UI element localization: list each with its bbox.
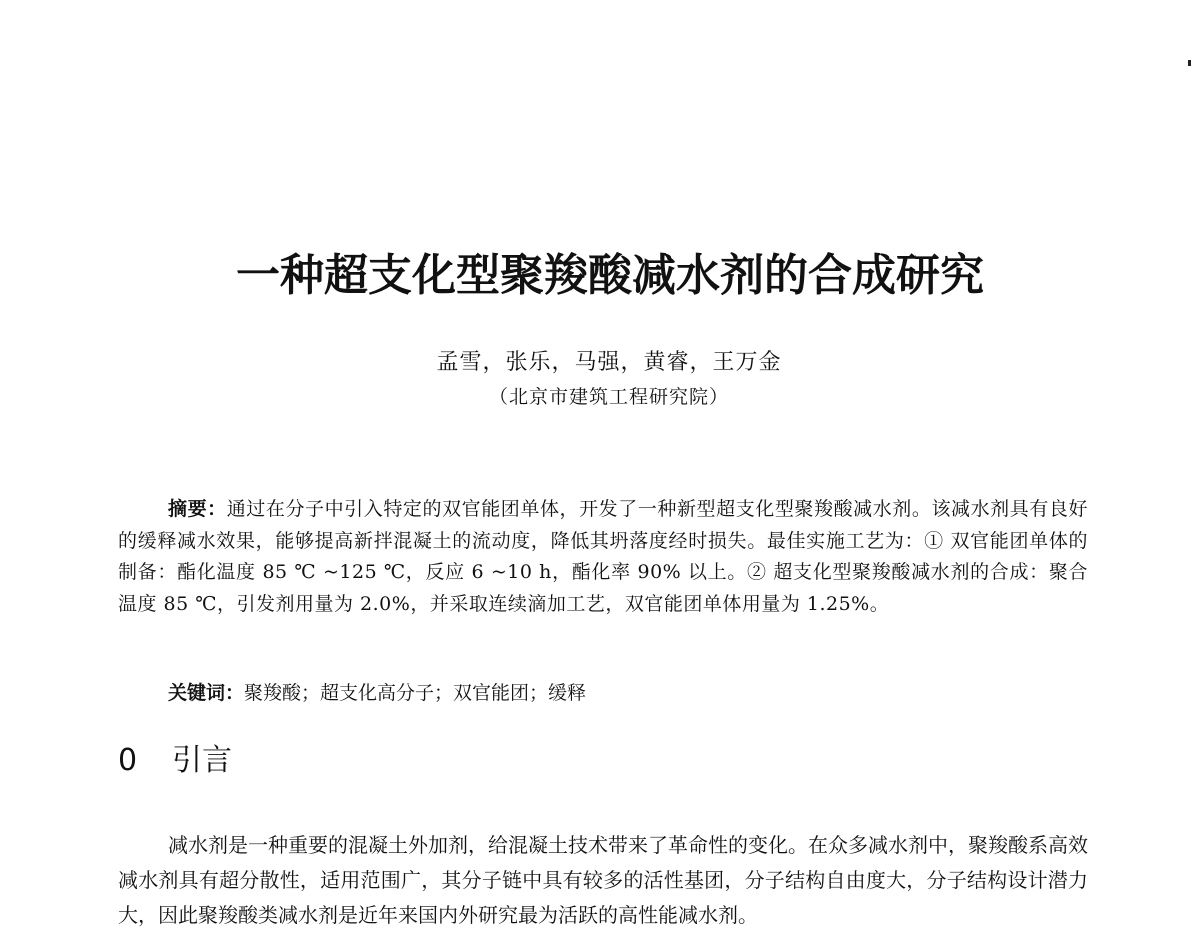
intro-paragraph: 减水剂是一种重要的混凝土外加剂，给混凝土技术带来了革命性的变化。在众多减水剂中，聚羧酸系高效减水剂具有超分散性，适用范围广，其分子链中具有较多的活性基团，分子结构自由度大，分子结构设计潜力大，因此聚羧酸类减水剂是近年来国内外研究最为活跃的高性能减水剂。 xyxy=(118,833,1088,927)
paper-title: 一种超支化型聚羧酸减水剂的合成研究 xyxy=(236,250,984,301)
abstract-label: 摘要： xyxy=(168,498,227,520)
author-list: 孟雪，张乐，马强，黄睿，王万金 xyxy=(436,350,782,375)
affiliation: （北京市建筑工程研究院） xyxy=(488,386,729,408)
section-number: 0 xyxy=(118,743,138,778)
keywords-text: 聚羧酸；超支化高分子；双官能团；缓释 xyxy=(244,682,587,704)
abstract xyxy=(118,494,1088,620)
section-title: 引言 xyxy=(172,743,232,778)
keywords xyxy=(168,678,586,708)
keywords-label: 关键词： xyxy=(168,682,245,704)
abstract-text: 通过在分子中引入特定的双官能团单体，开发了一种新型超支化型聚羧酸减水剂。该减水剂具有良好的缓释减水效果，能够提高新拌混凝土的流动度，降低其坍落度经时损失。最佳实施工艺为：① 双官能团单体的制备：酯化温度 85 ℃ ~125 ℃，反应 6 ~10 h，酯化率 90% 以上。② 超支化型聚羧酸减水剂的合成：聚合温度 85 ℃，引发剂用量为 2.0%，并采取连续滴加工艺，双官能团单体用量为 1.25%。 xyxy=(118,498,1088,615)
scan-artifact xyxy=(1188,60,1191,66)
section-heading xyxy=(118,740,232,782)
